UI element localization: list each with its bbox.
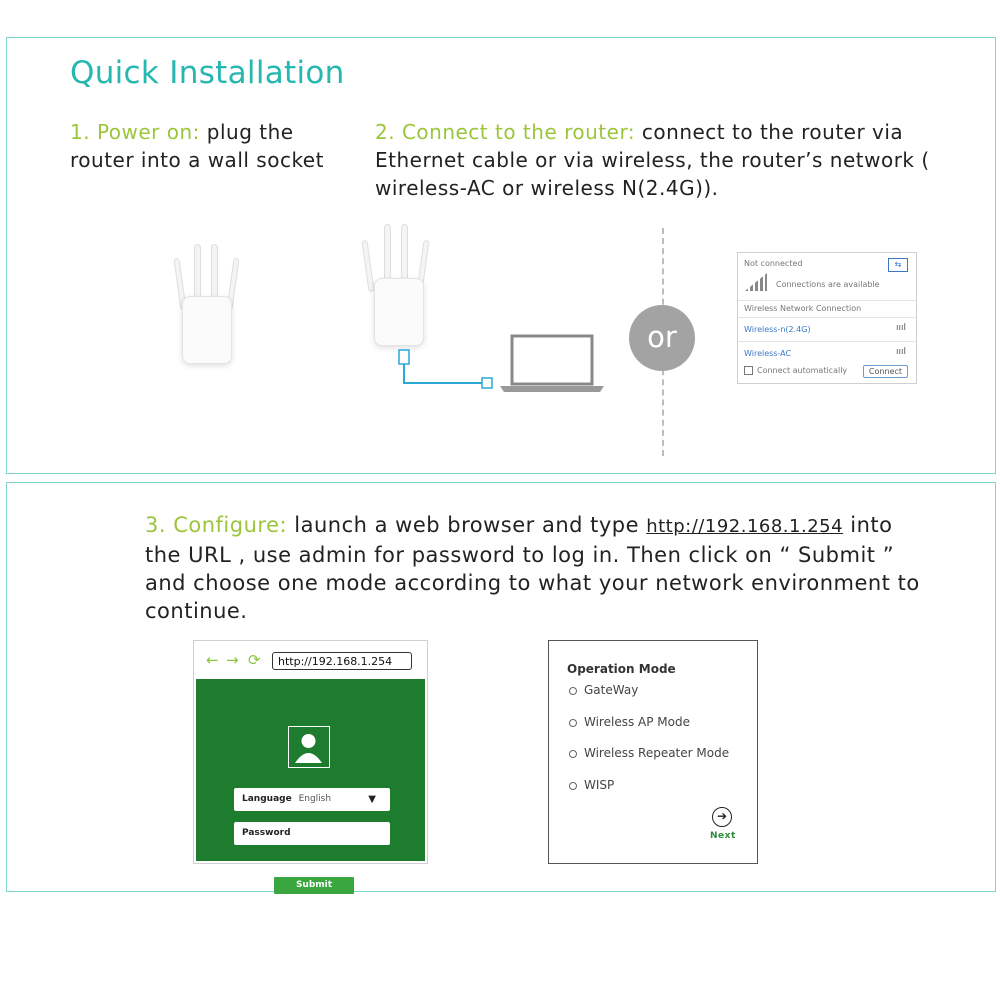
- step-3-body-a: launch a web browser and type: [287, 513, 647, 537]
- avatar-icon: [288, 726, 330, 768]
- operation-mode-title: Operation Mode: [567, 662, 676, 676]
- mode-option-repeater[interactable]: [569, 746, 729, 760]
- login-screen: [193, 640, 428, 890]
- wifi-network-panel: [737, 252, 917, 384]
- mode-option-label: WISP: [584, 778, 615, 792]
- signal-icon: [745, 273, 767, 291]
- laptop-icon: [500, 334, 605, 394]
- step-2-body: connect to the router via Ethernet cable or via wireless, the router’s network ( wireless-AC or wireless N(2.4G)).: [375, 120, 930, 200]
- wifi-network-2[interactable]: Wireless-AC: [744, 349, 792, 358]
- back-arrow-icon[interactable]: ←: [206, 651, 219, 669]
- mode-option-wisp[interactable]: [569, 778, 614, 792]
- radio-icon[interactable]: [569, 782, 577, 790]
- step-1-label: 1. Power on:: [70, 120, 200, 144]
- step-3-body-b: into the URL , use admin for password to log in. Then click on “ Submit ” and choose one mode according to what your network environment to continue.: [145, 513, 920, 623]
- step-3-text: [145, 511, 935, 625]
- signal-bars-icon: ıııl: [895, 323, 906, 333]
- operation-mode-panel: [548, 640, 758, 864]
- checkbox-icon[interactable]: [744, 366, 753, 375]
- password-label: Password: [242, 828, 291, 838]
- router-image-2: [362, 222, 437, 347]
- connect-button[interactable]: Connect: [863, 365, 908, 378]
- next-button[interactable]: Next: [710, 831, 736, 841]
- wifi-section: Wireless Network Connection: [744, 304, 862, 313]
- step-1-body: plug the router into a wall socket: [70, 120, 324, 172]
- browser-bar: [194, 641, 427, 679]
- radio-icon[interactable]: [569, 719, 577, 727]
- signal-bars-icon-2: ıııl: [895, 347, 906, 357]
- step-2-text: [375, 118, 935, 202]
- wifi-network-1[interactable]: Wireless-n(2.4G): [744, 325, 811, 334]
- login-form: [196, 679, 425, 890]
- refresh-icon[interactable]: ⟳: [248, 651, 261, 669]
- step-3-label: 3. Configure:: [145, 513, 288, 537]
- mode-option-label: GateWay: [584, 683, 639, 697]
- password-field[interactable]: [234, 822, 390, 845]
- radio-icon[interactable]: [569, 687, 577, 695]
- language-label: Language: [242, 794, 292, 804]
- or-circle: or: [629, 305, 695, 371]
- next-arrow-icon[interactable]: ➔: [712, 807, 732, 827]
- page-title: Quick Installation: [70, 55, 345, 91]
- dropdown-arrow-icon: ▼: [368, 794, 376, 805]
- wifi-status: Not connected: [744, 259, 803, 268]
- mode-option-label: Wireless Repeater Mode: [584, 746, 730, 760]
- submit-button[interactable]: Submit: [274, 877, 354, 894]
- ethernet-cable: [390, 345, 500, 395]
- browser-url-input[interactable]: http://192.168.1.254: [272, 652, 412, 670]
- radio-icon[interactable]: [569, 750, 577, 758]
- step-2-label: 2. Connect to the router:: [375, 120, 636, 144]
- step-1-text: [70, 118, 360, 174]
- wifi-available: Connections are available: [776, 280, 880, 289]
- language-select[interactable]: [234, 788, 390, 811]
- refresh-icon[interactable]: ⇆: [888, 258, 908, 272]
- auto-connect-label: Connect automatically: [757, 366, 848, 375]
- router-image: [170, 240, 245, 365]
- language-value: English: [298, 794, 332, 804]
- mode-option-ap[interactable]: [569, 715, 690, 729]
- step-3-url: http://192.168.1.254: [646, 516, 844, 537]
- mode-option-label: Wireless AP Mode: [584, 715, 690, 729]
- mode-option-gateway[interactable]: [569, 683, 638, 697]
- forward-arrow-icon[interactable]: →: [226, 651, 239, 669]
